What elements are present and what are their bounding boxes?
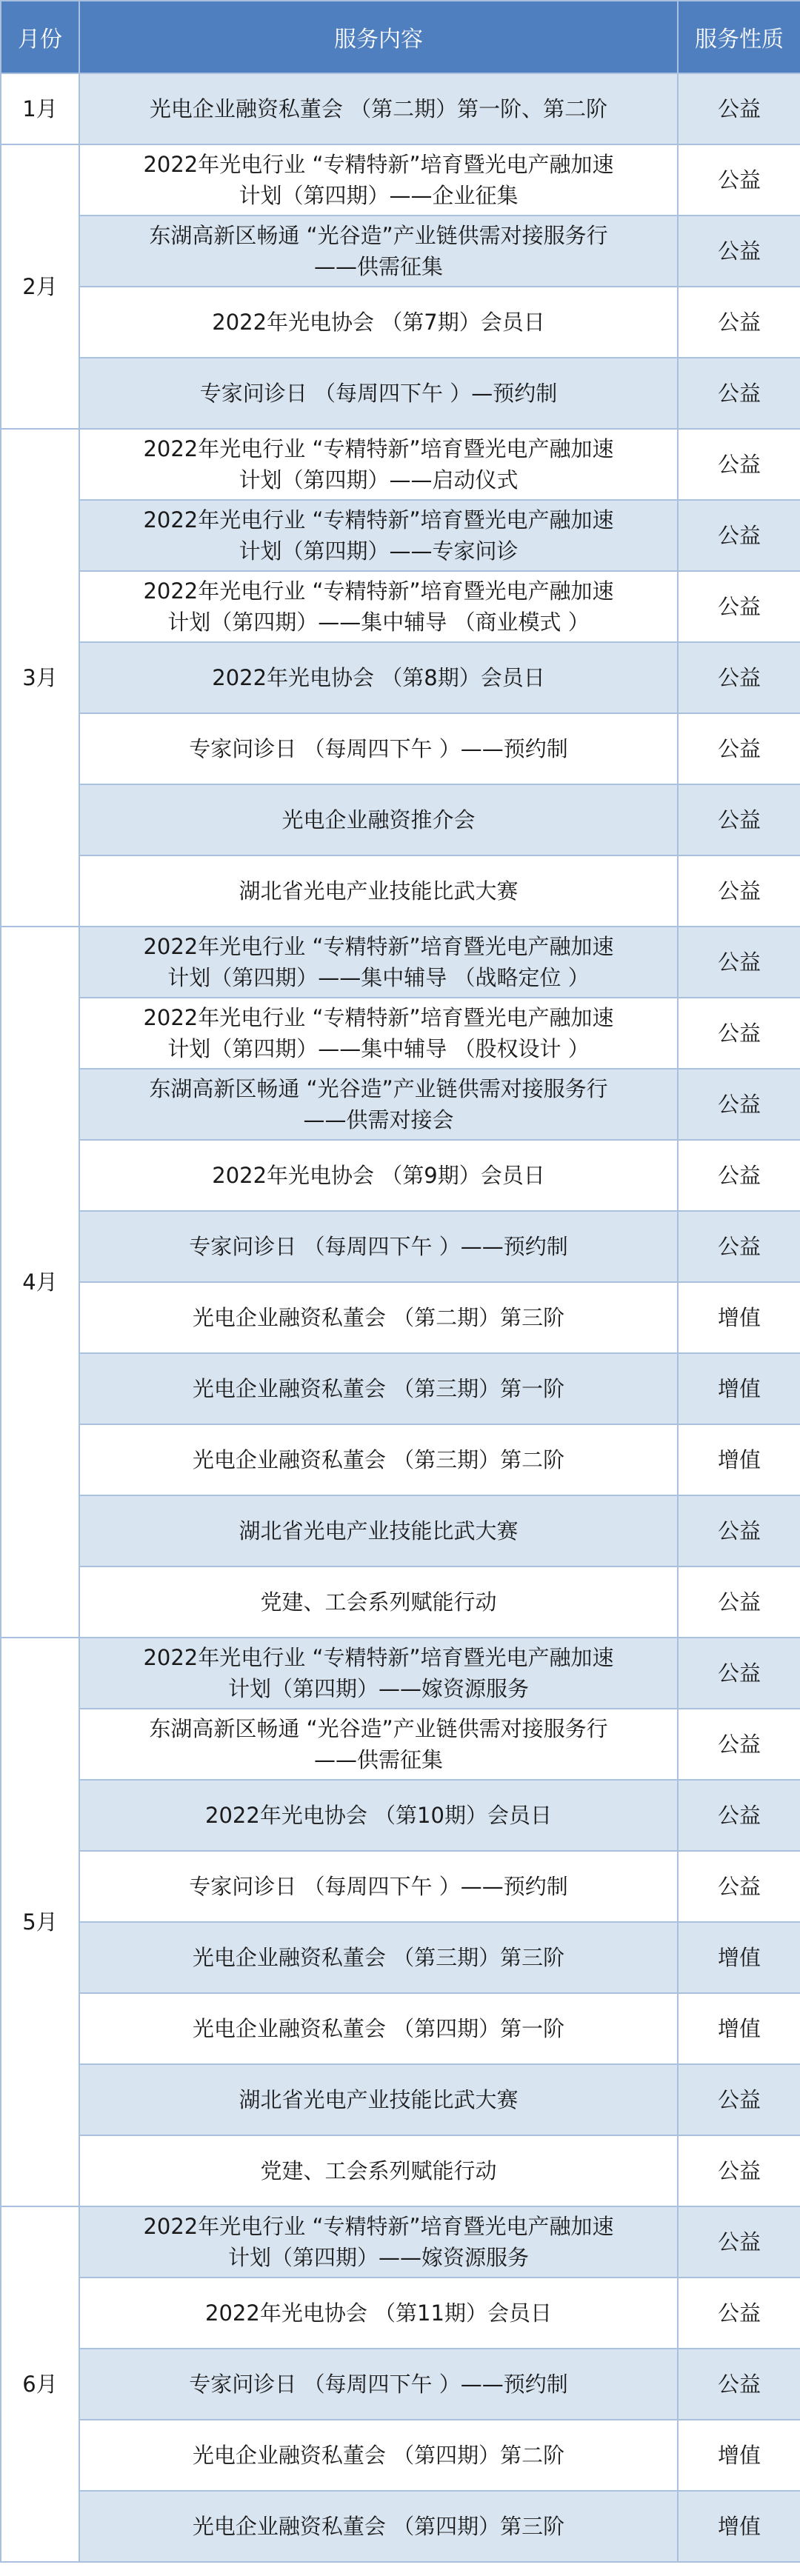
service-nature-cell: 公益 xyxy=(678,642,800,713)
table-row xyxy=(1,713,800,784)
service-content-cell: 专家问诊日 （每周四下午 ）—预约制 xyxy=(79,358,678,429)
table-row xyxy=(1,144,800,216)
service-content-cell: 2022年光电行业 “专精特新”培育暨光电产融加速 计划（第四期）——启动仪式 xyxy=(79,429,678,500)
table-row xyxy=(1,287,800,358)
service-content-cell: 东湖高新区畅通 “光谷造”产业链供需对接服务行 ——供需对接会 xyxy=(79,1069,678,1140)
header-content: 服务内容 xyxy=(79,1,678,73)
table-row xyxy=(1,1211,800,1282)
table-row xyxy=(1,1282,800,1353)
table-row xyxy=(1,2491,800,2562)
table-row xyxy=(1,855,800,927)
service-nature-cell: 公益 xyxy=(678,2135,800,2206)
table-row xyxy=(1,429,800,500)
table-row xyxy=(1,642,800,713)
table-row xyxy=(1,73,800,144)
table-row xyxy=(1,1851,800,1922)
service-content-cell: 2022年光电协会 （第11期）会员日 xyxy=(79,2278,678,2349)
service-nature-cell: 公益 xyxy=(678,358,800,429)
service-nature-cell: 公益 xyxy=(678,1140,800,1211)
service-nature-cell: 公益 xyxy=(678,1709,800,1780)
service-nature-cell: 公益 xyxy=(678,2349,800,2420)
service-content-cell: 湖北省光电产业技能比武大赛 xyxy=(79,2064,678,2135)
table-row xyxy=(1,1993,800,2064)
month-cell: 3月 xyxy=(1,429,79,927)
table-row xyxy=(1,2278,800,2349)
service-content-cell: 光电企业融资私董会 （第四期）第二阶 xyxy=(79,2420,678,2491)
service-nature-cell: 公益 xyxy=(678,287,800,358)
header-nature: 服务性质 xyxy=(678,1,800,73)
table-row xyxy=(1,2206,800,2278)
service-nature-cell: 公益 xyxy=(678,1638,800,1709)
service-content-cell: 光电企业融资私董会 （第三期）第二阶 xyxy=(79,1424,678,1495)
table-body xyxy=(1,73,800,2562)
table-row xyxy=(1,1069,800,1140)
table-row xyxy=(1,1922,800,1993)
table-row xyxy=(1,2135,800,2206)
service-content-cell: 专家问诊日 （每周四下午 ）——预约制 xyxy=(79,713,678,784)
service-nature-cell: 公益 xyxy=(678,73,800,144)
service-content-cell: 2022年光电行业 “专精特新”培育暨光电产融加速 计划（第四期）——嫁资源服务 xyxy=(79,1638,678,1709)
table-row xyxy=(1,1780,800,1851)
service-nature-cell: 公益 xyxy=(678,2064,800,2135)
service-nature-cell: 公益 xyxy=(678,1780,800,1851)
service-content-cell: 光电企业融资私董会 （第三期）第一阶 xyxy=(79,1353,678,1424)
service-nature-cell: 增值 xyxy=(678,1993,800,2064)
service-nature-cell: 公益 xyxy=(678,571,800,642)
service-content-cell: 光电企业融资私董会 （第二期）第三阶 xyxy=(79,1282,678,1353)
table-row xyxy=(1,1566,800,1638)
service-content-cell: 2022年光电协会 （第9期）会员日 xyxy=(79,1140,678,1211)
service-content-cell: 2022年光电行业 “专精特新”培育暨光电产融加速 计划（第四期）——专家问诊 xyxy=(79,500,678,571)
service-nature-cell: 公益 xyxy=(678,1069,800,1140)
service-nature-cell: 公益 xyxy=(678,855,800,927)
service-content-cell: 东湖高新区畅通 “光谷造”产业链供需对接服务行 ——供需征集 xyxy=(79,216,678,287)
month-cell: 1月 xyxy=(1,73,79,144)
month-cell: 2月 xyxy=(1,144,79,429)
table-row xyxy=(1,1709,800,1780)
service-content-cell: 光电企业融资私董会 （第二期）第一阶、第二阶 xyxy=(79,73,678,144)
service-content-cell: 专家问诊日 （每周四下午 ）——预约制 xyxy=(79,2349,678,2420)
table-row xyxy=(1,2349,800,2420)
service-nature-cell: 公益 xyxy=(678,927,800,998)
service-content-cell: 2022年光电协会 （第8期）会员日 xyxy=(79,642,678,713)
service-nature-cell: 公益 xyxy=(678,784,800,855)
table-row xyxy=(1,216,800,287)
service-content-cell: 光电企业融资私董会 （第三期）第三阶 xyxy=(79,1922,678,1993)
table-row xyxy=(1,358,800,429)
service-nature-cell: 增值 xyxy=(678,2420,800,2491)
table-row xyxy=(1,500,800,571)
service-content-cell: 2022年光电协会 （第10期）会员日 xyxy=(79,1780,678,1851)
table-row xyxy=(1,927,800,998)
service-content-cell: 光电企业融资私董会 （第四期）第一阶 xyxy=(79,1993,678,2064)
service-content-cell: 党建、工会系列赋能行动 xyxy=(79,1566,678,1638)
service-nature-cell: 公益 xyxy=(678,500,800,571)
table-row xyxy=(1,1140,800,1211)
table-row xyxy=(1,1353,800,1424)
table-header-row xyxy=(1,1,800,73)
service-content-cell: 专家问诊日 （每周四下午 ）——预约制 xyxy=(79,1851,678,1922)
table-row xyxy=(1,1424,800,1495)
service-content-cell: 光电企业融资私董会 （第四期）第三阶 xyxy=(79,2491,678,2562)
table-row xyxy=(1,571,800,642)
service-nature-cell: 增值 xyxy=(678,1424,800,1495)
table-row xyxy=(1,2420,800,2491)
service-content-cell: 光电企业融资推介会 xyxy=(79,784,678,855)
table-row xyxy=(1,2064,800,2135)
service-content-cell: 湖北省光电产业技能比武大赛 xyxy=(79,1495,678,1566)
service-content-cell: 2022年光电行业 “专精特新”培育暨光电产融加速 计划（第四期）——集中辅导 （股权设计 ） xyxy=(79,998,678,1069)
service-content-cell: 2022年光电协会 （第7期）会员日 xyxy=(79,287,678,358)
service-nature-cell: 公益 xyxy=(678,998,800,1069)
service-nature-cell: 增值 xyxy=(678,2491,800,2562)
service-nature-cell: 公益 xyxy=(678,144,800,216)
service-content-cell: 东湖高新区畅通 “光谷造”产业链供需对接服务行 ——供需征集 xyxy=(79,1709,678,1780)
service-content-cell: 党建、工会系列赋能行动 xyxy=(79,2135,678,2206)
table-row xyxy=(1,784,800,855)
service-content-cell: 2022年光电行业 “专精特新”培育暨光电产融加速 计划（第四期）——集中辅导 （战略定位 ） xyxy=(79,927,678,998)
service-nature-cell: 公益 xyxy=(678,713,800,784)
month-cell: 6月 xyxy=(1,2206,79,2562)
service-nature-cell: 增值 xyxy=(678,1353,800,1424)
month-cell: 5月 xyxy=(1,1638,79,2206)
service-content-cell: 2022年光电行业 “专精特新”培育暨光电产融加速 计划（第四期）——嫁资源服务 xyxy=(79,2206,678,2278)
table-row xyxy=(1,1495,800,1566)
service-nature-cell: 公益 xyxy=(678,2278,800,2349)
table-row xyxy=(1,998,800,1069)
service-nature-cell: 公益 xyxy=(678,1495,800,1566)
service-content-cell: 专家问诊日 （每周四下午 ）——预约制 xyxy=(79,1211,678,1282)
service-content-cell: 2022年光电行业 “专精特新”培育暨光电产融加速 计划（第四期）——企业征集 xyxy=(79,144,678,216)
service-nature-cell: 增值 xyxy=(678,1922,800,1993)
month-cell: 4月 xyxy=(1,927,79,1638)
service-nature-cell: 增值 xyxy=(678,1282,800,1353)
service-nature-cell: 公益 xyxy=(678,1566,800,1638)
service-nature-cell: 公益 xyxy=(678,1851,800,1922)
service-nature-cell: 公益 xyxy=(678,429,800,500)
table-row xyxy=(1,1638,800,1709)
header-month: 月份 xyxy=(1,1,79,73)
service-content-cell: 2022年光电行业 “专精特新”培育暨光电产融加速 计划（第四期）——集中辅导 （商业模式 ） xyxy=(79,571,678,642)
service-nature-cell: 公益 xyxy=(678,1211,800,1282)
service-nature-cell: 公益 xyxy=(678,2206,800,2278)
service-content-cell: 湖北省光电产业技能比武大赛 xyxy=(79,855,678,927)
service-nature-cell: 公益 xyxy=(678,216,800,287)
